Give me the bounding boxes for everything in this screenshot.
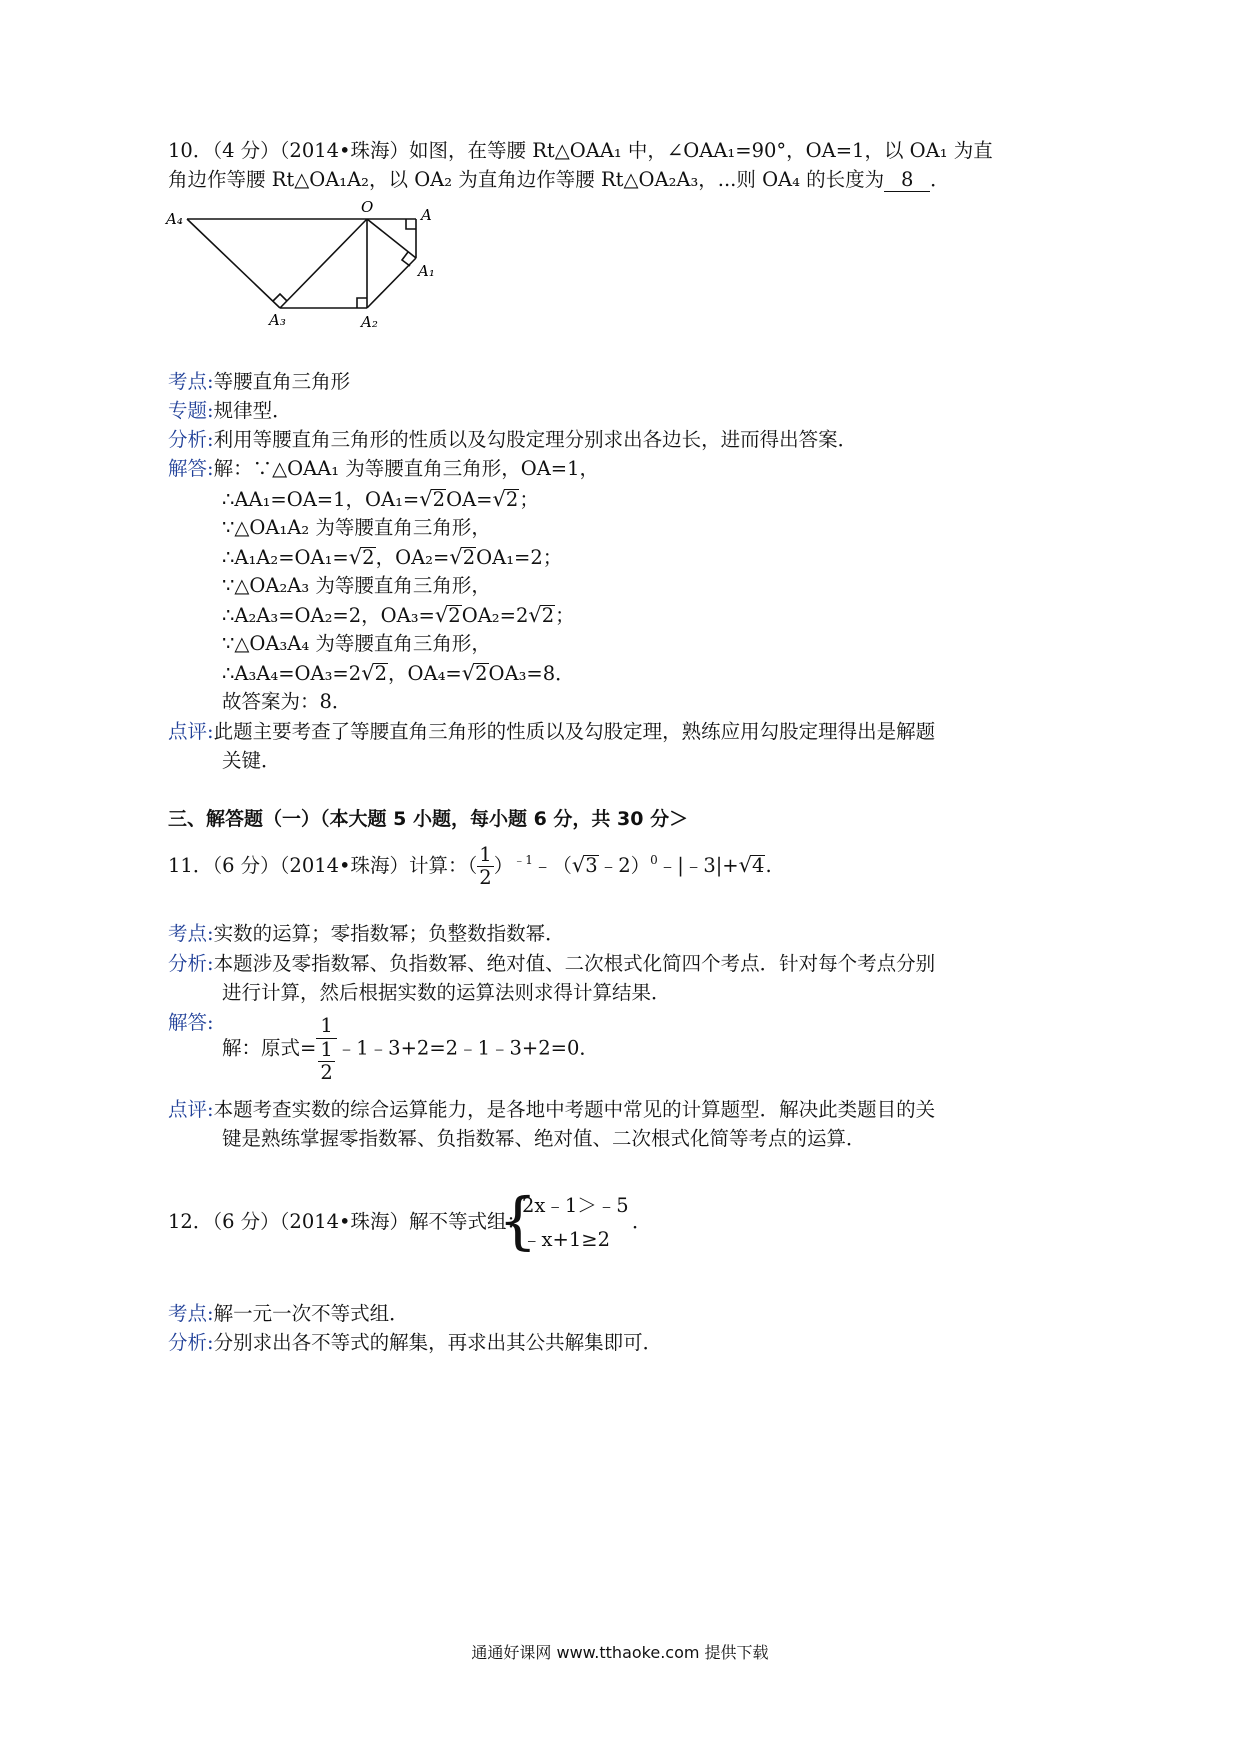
zhuanti-text: 规律型． xyxy=(213,399,292,422)
sol-line6: ∴A₂A₃=OA₂=2，OA₃=√2OA₂=2√2； xyxy=(222,603,575,627)
seg-o-a1 xyxy=(367,219,416,258)
q12-brace: { xyxy=(498,1184,538,1257)
q11-fenxi: 分析:本题涉及零指数幂、负指数幂、绝对值、二次根式化简四个考点．针对每个考点分别 xyxy=(168,952,936,975)
q10-jieda xyxy=(168,455,599,483)
seg-o-a3 xyxy=(280,219,367,308)
q11-solution-fraction: $\frac{1}{\frac{1}{2}}$ xyxy=(316,1014,336,1084)
q10-answer-blank: 8 xyxy=(884,169,930,192)
q11-fenxi-line2: 进行计算，然后根据实数的运算法则求得计算结果． xyxy=(222,981,671,1004)
q12-fenxi: 分析:分别求出各不等式的解集，再求出其公共解集即可． xyxy=(168,1331,663,1354)
q10-kaodian xyxy=(168,368,350,396)
dianping-label: 点评: xyxy=(168,720,214,743)
q11-stem: 11．（6 分）（2014•珠海）计算：（ $\frac{1}{2}$ ）$^{﹣1}$﹣（√3﹣2）$^0$﹣|﹣3|+√4. xyxy=(168,843,772,889)
q10-dianping xyxy=(168,718,935,746)
footer-download-note: 通通好课网 www.tthaoke.com 提供下载 xyxy=(471,1643,769,1662)
q12-inequality-1: 2x﹣1＞﹣5 xyxy=(522,1194,629,1217)
right-angle-a2 xyxy=(357,298,367,308)
section-heading: 三、解答题（一）（本大题 5 小题，每小题 6 分，共 30 分＞ xyxy=(168,808,689,830)
right-angle-a xyxy=(406,219,416,229)
sol-line7: ∵△OA₃A₄ 为等腰直角三角形， xyxy=(222,632,491,655)
label-a1: A₁ xyxy=(418,262,435,280)
q11-dianping: 点评:本题考查实数的综合运算能力，是各地中考题中常见的计算题型．解决此类题目的关 xyxy=(168,1098,936,1121)
dianping-text: 此题主要考查了等腰直角三角形的性质以及勾股定理，熟练应用勾股定理得出是解题 xyxy=(213,720,936,743)
sol-line1: 解：∵△OAA₁ 为等腰直角三角形，OA=1， xyxy=(213,457,600,480)
label-a3: A₃ xyxy=(269,311,286,329)
fenxi-label: 分析: xyxy=(168,428,214,451)
q10-figure xyxy=(160,192,450,337)
q11-dianping-line2: 键是熟练掌握零指数幂、负指数幂、绝对值、二次根式化简等考点的运算． xyxy=(222,1127,866,1150)
q12-stem: 12．（6 分）（2014•珠海）解不等式组： xyxy=(168,1210,527,1233)
label-o: O xyxy=(361,198,374,216)
q11-jieda-label: 解答: xyxy=(168,1011,214,1034)
sol-line3: ∵△OA₁A₂ 为等腰直角三角形， xyxy=(222,516,491,539)
seg-a3-a4 xyxy=(187,219,280,308)
sol-line4: ∴A₁A₂=OA₁=√2，OA₂=√2OA₁=2； xyxy=(222,545,563,569)
sol-line8: ∴A₃A₄=OA₃=2√2，OA₄=√2OA₃=8． xyxy=(222,661,575,685)
q12-stem-end: ． xyxy=(632,1210,652,1233)
jieda-label: 解答: xyxy=(168,457,214,480)
fenxi-text: 利用等腰直角三角形的性质以及勾股定理分别求出各边长，进而得出答案． xyxy=(213,428,858,451)
q10-zhuanti xyxy=(168,397,292,425)
q10-stem-end: ． xyxy=(930,168,950,191)
q11-kaodian: 考点:实数的运算；零指数幂；负整数指数幂． xyxy=(168,922,565,945)
q10-dianping-line2: 关键． xyxy=(222,749,281,772)
q12-kaodian: 考点:解一元一次不等式组． xyxy=(168,1302,409,1325)
q10-stem-text: 角边作等腰 Rt△OA₁A₂，以 OA₂ 为直角边作等腰 Rt△OA₂A₃，...则 OA₄ 的长度为 xyxy=(168,168,885,191)
kaodian-label: 考点: xyxy=(168,370,214,393)
label-a: A xyxy=(421,206,432,224)
label-a4: A₄ xyxy=(166,210,183,228)
sol-line5: ∵△OA₂A₃ 为等腰直角三角形， xyxy=(222,574,491,597)
kaodian-text: 等腰直角三角形 xyxy=(213,370,351,393)
q11-solution: 解：原式= $\frac{1}{\frac{1}{2}}$ ﹣1﹣3+2=2﹣1﹣3+2=0． xyxy=(222,1014,599,1084)
right-angle-a3 xyxy=(273,294,287,301)
label-a2: A₂ xyxy=(361,313,378,331)
q12-inequality-2: ﹣x+1≥2 xyxy=(522,1228,610,1251)
zhuanti-label: 专题: xyxy=(168,399,214,422)
q10-stem-line2 xyxy=(168,166,950,194)
q10-fenxi xyxy=(168,426,857,454)
q11-fraction: $\frac{1}{2}$ xyxy=(479,843,492,889)
right-angle-a1 xyxy=(402,252,410,266)
q10-stem-line1: 10．（4 分）（2014•珠海）如图，在等腰 Rt△OAA₁ 中，∠OAA₁=90°，OA=1，以 OA₁ 为直 xyxy=(168,139,993,162)
sol-line9: 故答案为：8． xyxy=(222,690,352,713)
sol-line2: ∴AA₁=OA=1，OA₁=√2OA=√2； xyxy=(222,487,539,511)
